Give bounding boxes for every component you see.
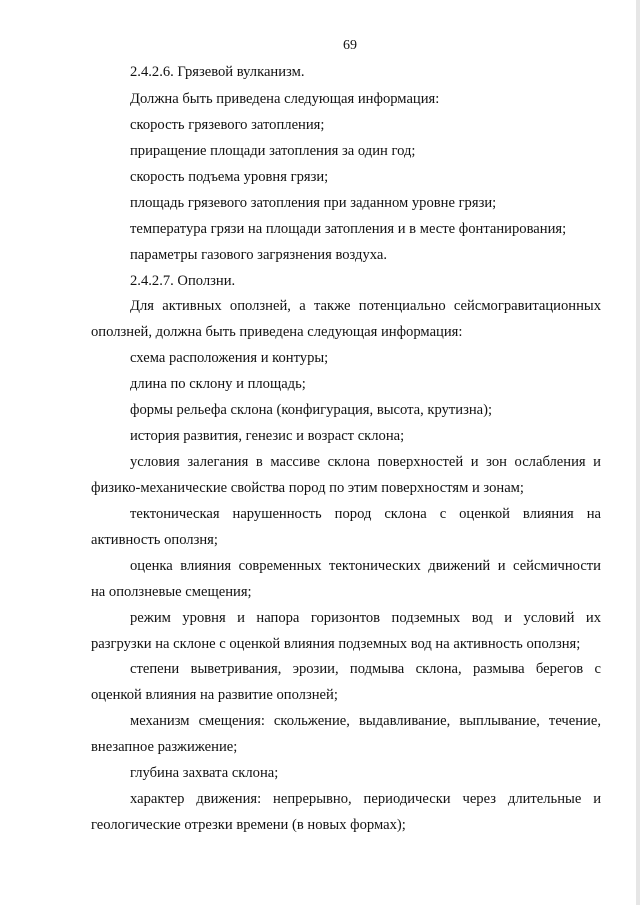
- list-item: степени выветривания, эрозии, подмыва склона, размыва берегов с: [130, 661, 601, 677]
- list-item: условия залегания в массиве склона поверхностей и зон ослабления и: [130, 454, 601, 470]
- scan-edge: [636, 0, 640, 905]
- page-number: 69: [343, 38, 357, 53]
- paragraph-line: Для активных оползней, а также потенциально сейсмогравитационных: [130, 298, 601, 314]
- list-item: скорость подъема уровня грязи;: [130, 169, 329, 185]
- list-item: глубина захвата склона;: [130, 765, 279, 781]
- list-item: характер движения: непрерывно, периодически через длительные и: [130, 791, 601, 807]
- list-item-continuation: разгрузки на склоне с оценкой влияния подземных вод на активность оползня;: [91, 636, 581, 652]
- list-item: приращение площади затопления за один год;: [130, 143, 416, 159]
- list-item-continuation: на оползневые смещения;: [91, 584, 252, 600]
- list-item-continuation: внезапное разжижение;: [91, 739, 238, 755]
- list-item: длина по склону и площадь;: [130, 376, 306, 392]
- list-item: история развития, генезис и возраст склона;: [130, 428, 405, 444]
- list-item: тектоническая нарушенность пород склона с оценкой влияния на: [130, 506, 601, 522]
- list-item: формы рельефа склона (конфигурация, высота, крутизна);: [130, 402, 493, 418]
- list-item: режим уровня и напора горизонтов подземных вод и условий их: [130, 610, 601, 626]
- list-item: температура грязи на площади затопления и в месте фонтанирования;: [130, 221, 567, 237]
- list-item-continuation: активность оползня;: [91, 532, 218, 548]
- section-heading-landslides: 2.4.2.7. Оползни.: [130, 273, 236, 289]
- list-item: механизм смещения: скольжение, выдавливание, выплывание, течение,: [130, 713, 601, 729]
- list-item-continuation: оценкой влияния на развитие оползней;: [91, 687, 338, 703]
- list-item: оценка влияния современных тектонических движений и сейсмичности: [130, 558, 601, 574]
- list-item: параметры газового загрязнения воздуха.: [130, 247, 387, 263]
- list-item-continuation: геологические отрезки времени (в новых формах);: [91, 817, 406, 833]
- list-item-continuation: физико-механические свойства пород по этим поверхностям и зонам;: [91, 480, 524, 496]
- paragraph-line: оползней, должна быть приведена следующая информация:: [91, 324, 463, 340]
- section-heading-mud-volcanism: 2.4.2.6. Грязевой вулканизм.: [130, 64, 305, 80]
- list-item: площадь грязевого затопления при заданном уровне грязи;: [130, 195, 497, 211]
- list-item: схема расположения и контуры;: [130, 350, 329, 366]
- list-item: скорость грязевого затопления;: [130, 117, 325, 133]
- paragraph-line: Должна быть приведена следующая информация:: [130, 91, 440, 107]
